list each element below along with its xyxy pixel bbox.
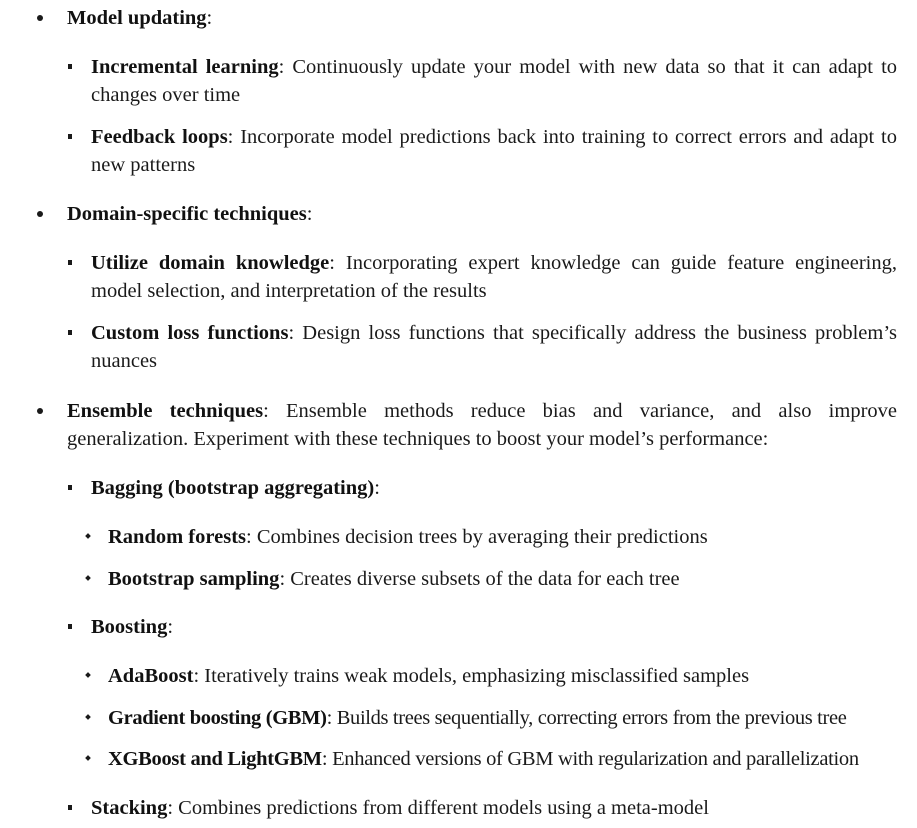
- item-term: Random forests: [108, 526, 246, 548]
- item-text: : Incorporating expert knowledge can guide feature engineering, model selection, and interpretation of the results: [91, 252, 897, 302]
- item-text: : Builds trees sequentially, correcting errors from the previous tree: [326, 707, 847, 729]
- item-text: : Incorporate model predictions back into training to correct errors and adapt to new patterns: [91, 126, 897, 176]
- list-item-model-updating: [67, 4, 897, 32]
- list-item-domain-specific: [67, 200, 897, 228]
- item-term: Bootstrap sampling: [108, 568, 280, 590]
- item-term: Boosting: [91, 616, 168, 638]
- item-text: : Ensemble methods reduce bias and variance, and also improve generalization. Experiment with these techniques to boost your model’s performance:: [67, 400, 897, 450]
- item-text: : Iteratively trains weak models, emphasizing misclassified samples: [193, 665, 750, 687]
- bullet-diamond-icon: [85, 672, 91, 678]
- bullet-square-icon: [68, 260, 72, 265]
- list-item-ensemble: [67, 397, 897, 453]
- item-term: XGBoost and LightGBM: [108, 748, 322, 770]
- list-item-bootstrap-sampling: [108, 565, 908, 593]
- item-term: Feedback loops: [91, 126, 228, 148]
- item-text: : Enhanced versions of GBM with regularization and parallelization: [321, 748, 859, 770]
- bullet-square-icon: [68, 624, 72, 629]
- bullet-disc-icon: [37, 15, 43, 21]
- item-term: Utilize domain knowledge: [91, 252, 330, 274]
- bullet-square-icon: [68, 64, 72, 69]
- bullet-diamond-icon: [85, 714, 91, 720]
- item-text: : Combines decision trees by averaging their predictions: [246, 526, 708, 548]
- bullet-square-icon: [68, 485, 72, 490]
- item-term: Bagging (bootstrap aggregating): [91, 477, 375, 499]
- item-term: Model updating: [67, 7, 207, 29]
- item-term: Gradient boosting (GBM): [108, 707, 327, 729]
- item-term: AdaBoost: [108, 665, 194, 687]
- item-text: :: [374, 477, 380, 499]
- item-term: Incremental learning: [91, 56, 279, 78]
- bullet-square-icon: [68, 805, 72, 810]
- bullet-diamond-icon: [85, 755, 91, 761]
- list-item-custom-loss: [91, 319, 897, 375]
- bullet-diamond-icon: [85, 533, 91, 539]
- list-item-bagging: [91, 474, 897, 502]
- item-term: Ensemble techniques: [67, 400, 264, 422]
- list-item-xgboost-lightgbm: [108, 745, 908, 773]
- bullet-disc-icon: [37, 408, 43, 414]
- item-term: Custom loss functions: [91, 322, 289, 344]
- list-item-incremental-learning: [91, 53, 897, 109]
- item-text: :: [206, 7, 213, 29]
- list-item-domain-knowledge: [91, 249, 897, 305]
- list-item-boosting: [91, 613, 897, 641]
- bullet-square-icon: [68, 134, 72, 139]
- item-text: : Design loss functions that specifically address the business problem’s nuances: [91, 322, 898, 372]
- bullet-disc-icon: [37, 211, 43, 217]
- item-text: : Continuously update your model with new data so that it can adapt to changes over time: [91, 56, 898, 106]
- list-item-gradient-boosting: [108, 704, 908, 732]
- bullet-diamond-icon: [85, 575, 91, 581]
- item-text: :: [167, 616, 174, 638]
- item-term: Domain-specific techniques: [67, 203, 307, 225]
- list-item-feedback-loops: [91, 123, 897, 179]
- item-text: : Combines predictions from different models using a meta-model: [167, 797, 709, 819]
- item-text: : Creates diverse subsets of the data for each tree: [279, 568, 680, 590]
- bullet-square-icon: [68, 330, 72, 335]
- item-term: Stacking: [91, 797, 168, 819]
- list-item-adaboost: [108, 662, 908, 690]
- list-item-stacking: [91, 794, 897, 822]
- list-item-random-forests: [108, 523, 908, 551]
- item-text: :: [306, 203, 313, 225]
